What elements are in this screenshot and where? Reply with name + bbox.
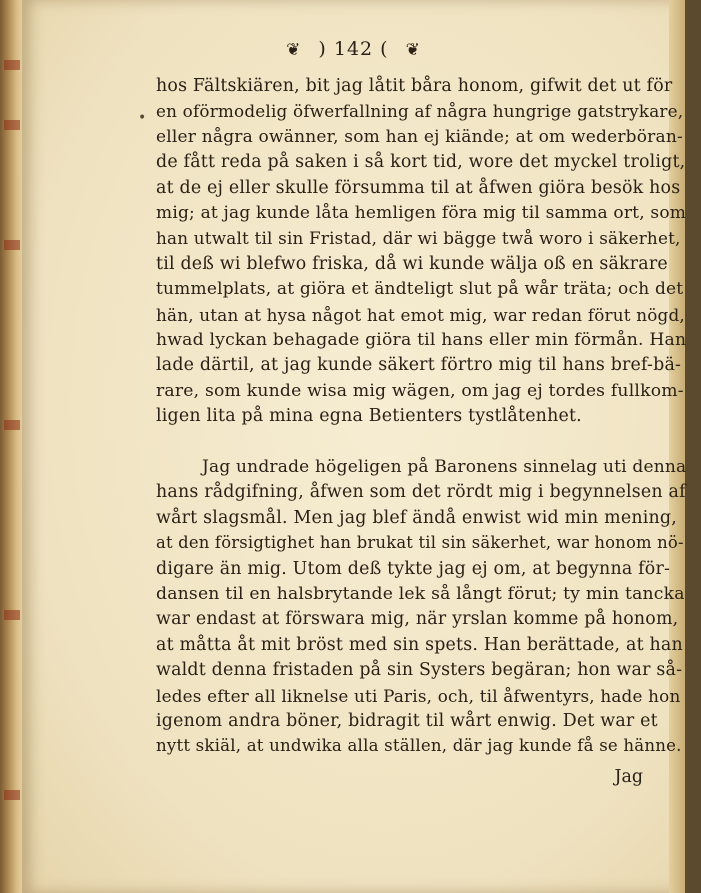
text-line: tummelplats, at giöra et ändteligt slut på wår träta; och det	[156, 279, 684, 300]
text-line: waldt denna fristaden på sin Systers begäran; hon war så-	[156, 660, 683, 681]
text-line: ligen lita på mina egna Betienters tystlåtenhet.	[156, 406, 582, 427]
catchword: Jag	[614, 767, 643, 787]
text-line: wårt slagsmål. Men jag blef ändå enwist wid min mening,	[156, 507, 677, 528]
binding-decoration	[4, 610, 20, 620]
ornament-right-icon: ❦	[405, 40, 421, 60]
text-line: at måtta åt mit bröst med sin spets. Han berättade, at han	[156, 634, 683, 655]
text-line: at den försigtighet han brukat til sin säkerhet, war honom nö-	[156, 533, 684, 553]
binding-decoration	[4, 60, 20, 70]
text-line: nytt skiäl, at undwika alla ställen, där jag kunde få se hänne.	[156, 736, 682, 756]
text-line: hwad lyckan behagade giöra til hans eller min förmån. Han	[156, 330, 687, 350]
margin-mark: •	[138, 110, 147, 126]
binding-decoration	[4, 420, 20, 430]
text-line: mig; at jag kunde låta hemligen föra mig til samma ort, som	[156, 203, 687, 223]
text-line: lade därtil, at jag kunde säkert förtro mig til hans bref-bä-	[156, 355, 682, 376]
ornament-left-icon: ❦	[286, 40, 302, 60]
text-line: Jag undrade högeligen på Baronens sinnelag uti denna	[202, 457, 687, 477]
book-page	[22, 0, 685, 893]
text-line: en oförmodelig öfwerfallning af några hungrige gatstrykare,	[156, 101, 684, 122]
text-line: digare än mig. Utom deß tykte jag ej om, at begynna för-	[156, 558, 671, 579]
binding-decoration	[4, 790, 20, 800]
text-line: dansen til en halsbrytande lek så långt förut; ty min tancka	[156, 584, 685, 604]
text-line: rare, som kunde wisa mig wägen, om jag ej tordes fullkom-	[156, 380, 684, 401]
text-line: ledes efter all liknelse uti Paris, och, til åfwentyrs, hade hon	[156, 685, 681, 706]
text-line: hän, utan at hysa något hat emot mig, war redan förut nögd,	[156, 304, 685, 325]
text-line: han utwalt til sin Fristad, där wi bägge twå woro i säkerhet,	[156, 228, 681, 249]
text-line: at de ej eller skulle försumma til at åfwen giöra besök hos	[156, 177, 681, 198]
text-line: de fått reda på saken i så kort tid, wore det myckel troligt,	[156, 152, 686, 173]
text-line: eller några owänner, som han ej kiände; at om wederböran-	[156, 126, 683, 147]
text-line: til deß wi blefwo friska, då wi kunde wälja oß en säkrare	[156, 253, 668, 274]
page-header	[22, 38, 685, 60]
binding-decoration	[4, 240, 20, 250]
book-binding	[0, 0, 24, 893]
text-line: igenom andra böner, bidragit til wårt enwig. Det war et	[156, 711, 658, 731]
text-line: hans rådgifning, åfwen som det rördt mig i begynnelsen af	[156, 482, 686, 503]
binding-decoration	[4, 120, 20, 130]
page-number: ) 142 (	[318, 38, 389, 60]
text-line: hos Fältskiären, bit jag låtit båra honom, gifwit det ut för	[156, 76, 673, 96]
text-line: war endast at förswara mig, när yrslan komme på honom,	[156, 609, 679, 630]
